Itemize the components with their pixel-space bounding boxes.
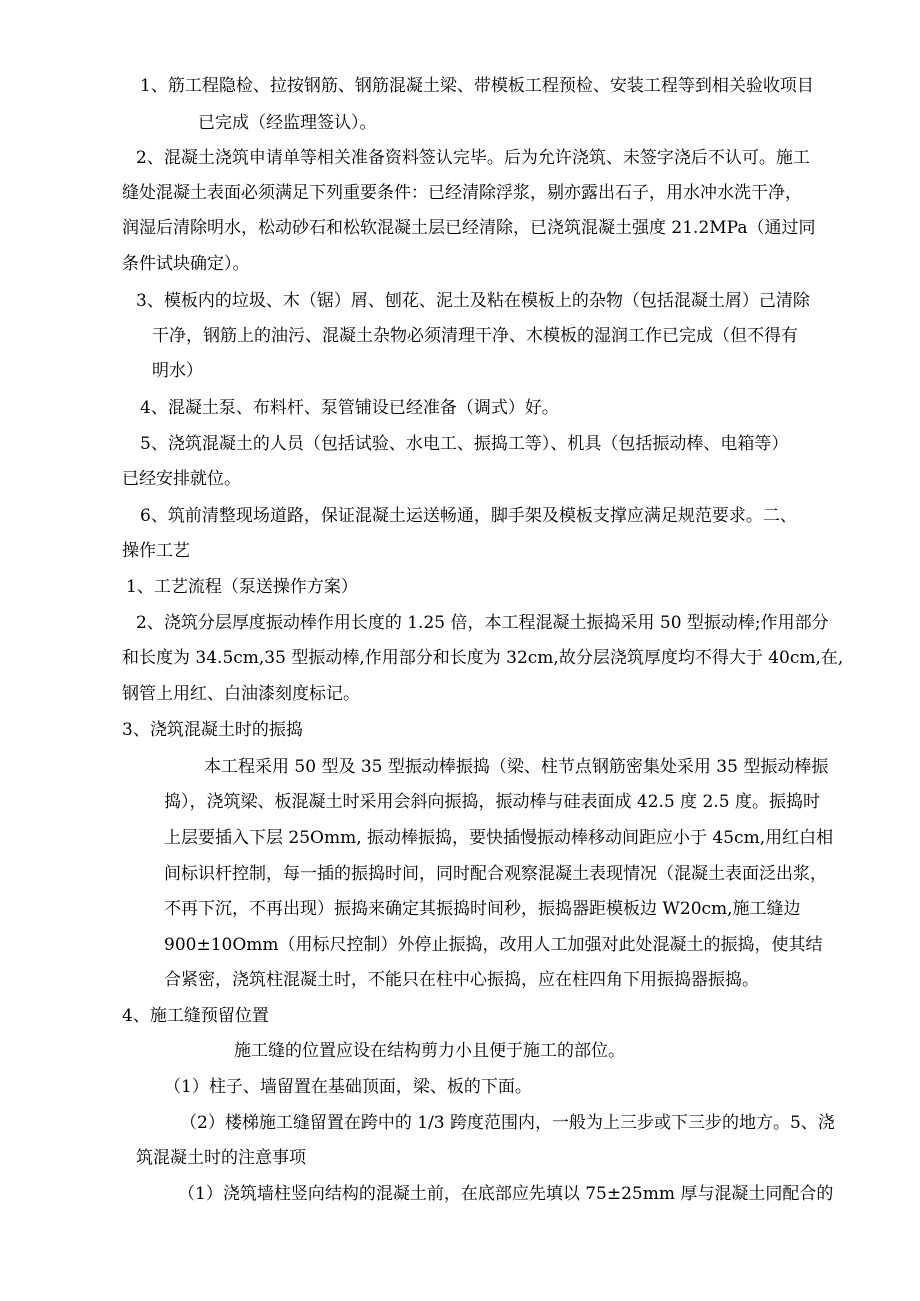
text-line: 明水）	[152, 361, 203, 381]
text-line: 干净，钢筋上的油污、混凝土杂物必须清理干净、木模板的湿润工作已完成（但不得有	[152, 326, 798, 346]
text-line: 不再下沉，不再出现）振捣来确定其振捣时间秒，振捣器距模板边 W20cm,施工缝边	[164, 899, 801, 919]
text-line: 5、浇筑混凝土的人员（包括试验、水电工、振捣工等）、机具（包括振动棒、电箱等）	[140, 434, 789, 454]
text-line: 3、浇筑混凝土时的振捣	[122, 720, 303, 740]
text-line: 已经安排就位。	[122, 469, 241, 489]
text-line: 捣），浇筑梁、板混凝土时采用会斜向振捣，振动棒与硅表面成 42.5 度 2.5 度。振捣时	[164, 792, 821, 812]
text-line: 合紧密，浇筑柱混凝土时，不能只在柱中心振捣，应在柱四角下用振捣器振捣。	[164, 970, 759, 990]
text-line: 施工缝的位置应设在结构剪力小且便于施工的部位。	[234, 1041, 625, 1061]
text-line: 4、混凝土泵、布料杆、泵管铺设已经准备（调式）好。	[140, 398, 559, 418]
text-line: 3、模板内的垃圾、木（锯）屑、刨花、泥土及粘在模板上的杂物（包括混凝土屑）己清除	[136, 291, 810, 311]
text-line: （1）浇筑墙柱竖向结构的混凝土前，在底部应先填以 75±25mm 厚与混凝土同配合的	[178, 1184, 834, 1204]
text-line: 和长度为 34.5cm,35 型振动棒,作用部分和长度为 32cm,故分层浇筑厚度均不得大于 40cm,在,	[122, 648, 844, 668]
text-line: 筑混凝土时的注意事项	[136, 1148, 306, 1168]
text-line: 操作工艺	[122, 541, 190, 561]
text-line: 1、工艺流程（泵送操作方案）	[126, 577, 358, 597]
text-line: （1）柱子、墙留置在基础顶面，梁、板的下面。	[164, 1077, 532, 1097]
text-line: 2、混凝土浇筑申请单等相关准备资料签认完毕。后为允许浇筑、未签字浇后不认可。施工	[136, 148, 810, 168]
text-line: 润湿后清除明水，松动砂石和松软混凝土层已经清除，已浇筑混凝土强度 21.2MPa（通过同	[122, 218, 816, 238]
text-line: 条件试块确定）。	[122, 254, 250, 274]
text-line: 本工程采用 50 型及 35 型振动棒振捣（梁、柱节点钢筋密集处采用 35 型振动棒振	[204, 757, 829, 777]
text-line: 900±10Omm（用标尺控制）外停止振捣，改用人工加强对此处混凝土的振捣，使其结	[164, 935, 823, 955]
text-line: （2）楼梯施工缝留置在跨中的 1/3 跨度范围内，一般为上三步或下三步的地方。5、浇	[180, 1113, 835, 1133]
text-line: 钢管上用红、白油漆刻度标记。	[122, 684, 360, 704]
text-line: 缝处混凝土表面必须满足下列重要条件：已经清除浮浆，剔亦露出石子，用水冲水洗干净，	[122, 183, 802, 203]
text-line: 1、筋工程隐检、拉按钢筋、钢筋混凝土梁、带模板工程预检、安装工程等到相关验收项目	[140, 76, 814, 96]
text-line: 6、筑前清整现场道路，保证混凝土运送畅通，脚手架及模板支撑应满足规范要求。二、	[140, 506, 797, 526]
text-line: 间标识杆控制，每一插的振捣时间，同时配合观察混凝土表现情况（混凝土表面泛出浆，	[164, 864, 827, 884]
text-line: 上层要插入下层 25Omm, 振动棒振捣，要快插慢振动棒移动间距应小于 45cm,用红白相	[164, 828, 834, 848]
text-line: 2、浇筑分层厚度振动棒作用长度的 1.25 倍，本工程混凝土振捣采用 50 型振动棒;作用部分	[136, 613, 829, 633]
text-line: 4、施工缝预留位置	[122, 1006, 269, 1026]
text-line: 已完成（经监理签认）。	[198, 113, 377, 133]
